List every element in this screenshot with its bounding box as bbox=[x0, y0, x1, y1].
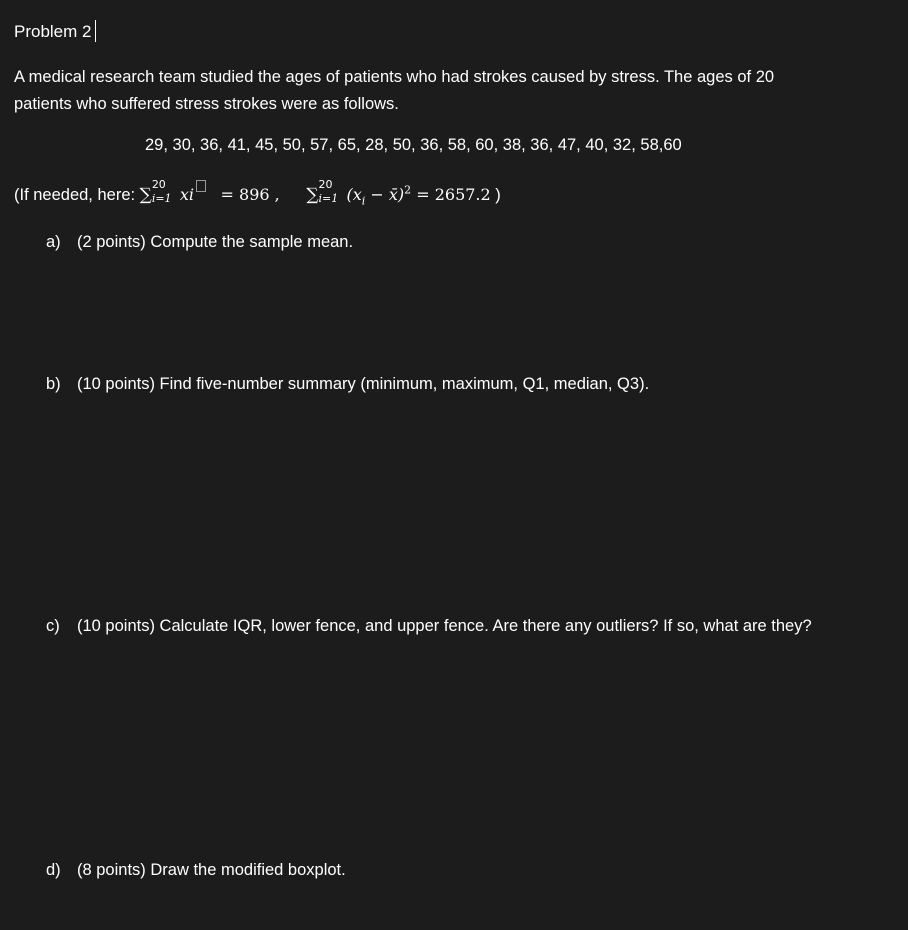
question-b bbox=[46, 370, 827, 398]
question-letter: b) bbox=[46, 375, 61, 393]
sum1-lower: i=1 bbox=[151, 192, 172, 205]
problem-title bbox=[14, 20, 96, 42]
sum2-upper: 20 bbox=[318, 178, 333, 191]
sum1-value: = 896 , bbox=[220, 185, 280, 204]
hint-suffix: ) bbox=[490, 186, 501, 204]
sum2-term: (x bbox=[346, 185, 362, 204]
question-letter: a) bbox=[46, 233, 61, 251]
sum2-rest: − x̄) bbox=[365, 185, 405, 204]
problem-intro: A medical research team studied the ages of patients who had strokes caused by stress. The ages of 20 patients who suffered stress strokes were as follows. bbox=[14, 68, 775, 113]
question-text: (10 points) Find five-number summary (minimum, maximum, Q1, median, Q3). bbox=[77, 375, 650, 393]
text-cursor bbox=[95, 20, 96, 42]
question-text: (2 points) Compute the sample mean. bbox=[77, 233, 354, 251]
sum1-limits bbox=[151, 178, 180, 205]
sum2-value: = 2657.2 bbox=[411, 185, 491, 204]
problem-title-text: Problem 2 bbox=[14, 22, 92, 41]
sum1-term: xi bbox=[179, 185, 194, 204]
hint-prefix: (If needed, here: bbox=[14, 186, 140, 204]
sum2-limits bbox=[318, 178, 346, 205]
sum2-superscript: 2 bbox=[404, 183, 412, 197]
sum1-upper: 20 bbox=[151, 178, 166, 191]
question-text: (8 points) Draw the modified boxplot. bbox=[77, 861, 346, 879]
question-letter: d) bbox=[46, 861, 61, 879]
hint-line bbox=[14, 180, 501, 207]
sum2-lower: i=1 bbox=[318, 192, 339, 205]
sum2-subscript: i bbox=[361, 194, 366, 208]
question-d bbox=[46, 856, 827, 884]
question-text: (10 points) Calculate IQR, lower fence, and upper fence. Are there any outliers? If so, what are they? bbox=[77, 617, 812, 635]
placeholder-box-icon bbox=[196, 180, 206, 192]
data-values: 29, 30, 36, 41, 45, 50, 57, 65, 28, 50, 36, 58, 60, 38, 36, 47, 40, 32, 58,60 bbox=[145, 136, 682, 154]
question-letter: c) bbox=[46, 617, 60, 635]
question-c bbox=[46, 612, 827, 640]
sum2-sigma-icon: ∑ bbox=[306, 185, 319, 205]
question-a bbox=[46, 228, 827, 256]
sum1-sigma-icon: ∑ bbox=[139, 185, 152, 205]
